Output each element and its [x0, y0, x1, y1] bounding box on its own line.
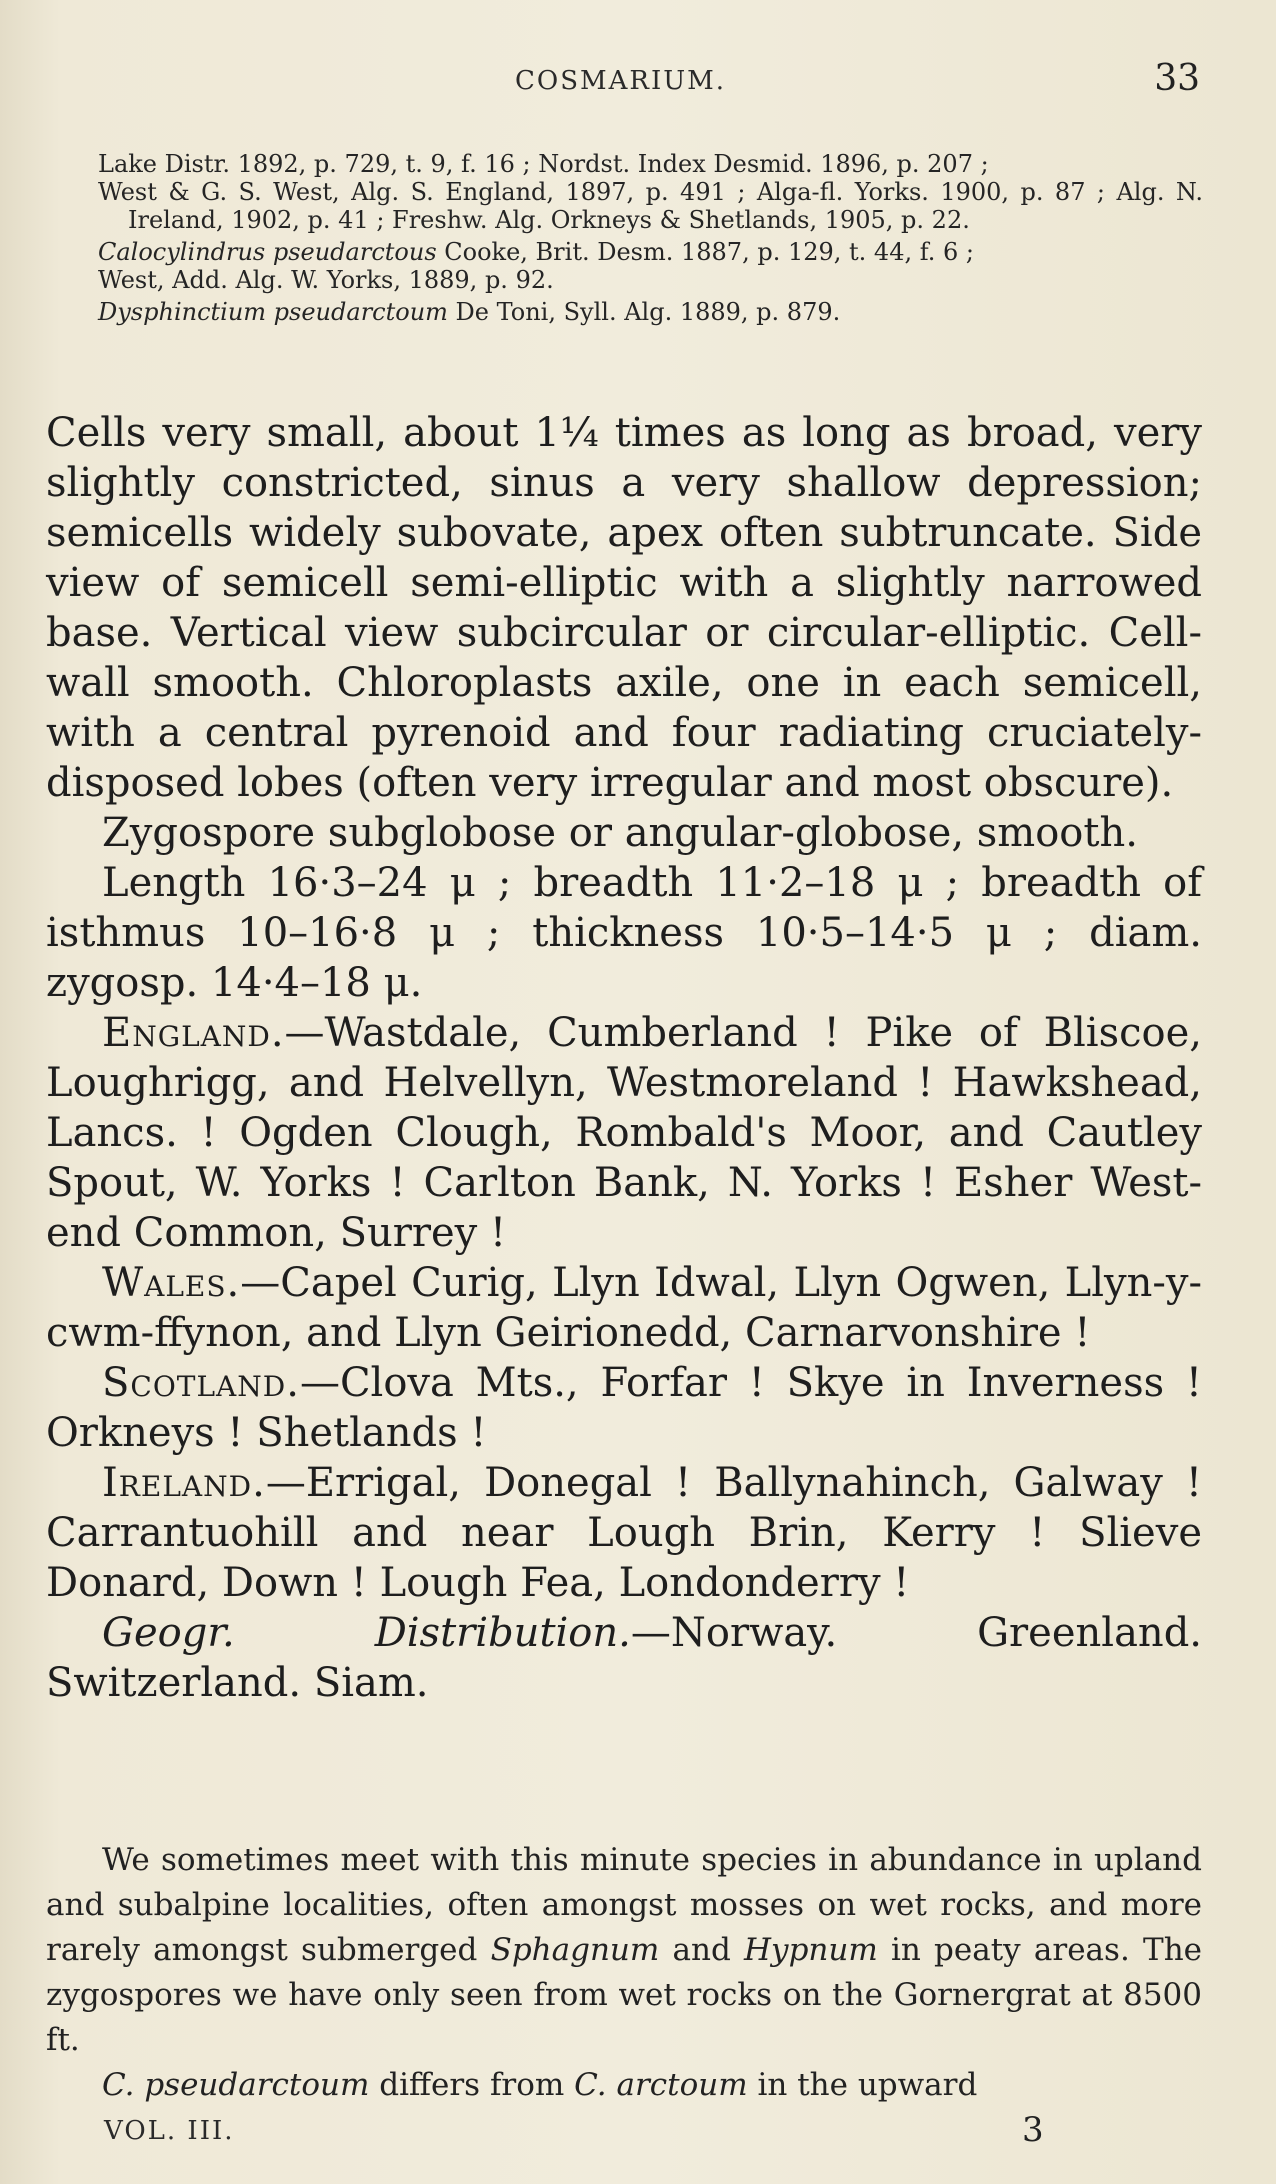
reference-text: De Toni, Syll. Alg. 1889, p. 879.	[447, 298, 841, 326]
region-localities: —Capel Curig, Llyn Idwal, Llyn Ogwen, Llyn-y-cwm-ffynon, and Llyn Geirionedd, Carnarvonshire !	[46, 1260, 1202, 1356]
remarks-paragraph	[46, 1838, 1202, 2063]
region-localities: —Errigal, Donegal ! Ballynahinch, Galway ! Carrantuohill and near Lough Brin, Kerry ! Slieve Donard, Down ! Lough Fea, Londonderry !	[46, 1460, 1202, 1606]
remarks-text: in peaty areas. The zygospores we have only seen from wet rocks on the Gornergrat at 8500 ft.	[46, 1932, 1203, 2058]
distribution-scotland	[46, 1358, 1202, 1458]
comparison-paragraph	[46, 2063, 1202, 2108]
region-label: Ireland.	[102, 1460, 266, 1506]
reference-synonym: Calocylindrus pseudarctous	[98, 238, 437, 266]
reference-text: Cooke, Brit. Desm. 1887, p. 129, t. 44, f. 6 ;	[436, 238, 974, 266]
species-description	[46, 408, 1202, 1708]
region-localities: —Wastdale, Cumberland ! Pike of Bliscoe, Loughrigg, and Helvellyn, Westmoreland ! Hawkshead, Lancs. ! Ogden Clough, Rombald's Moor, and Cautley Spout, W. Yorks ! Carlton Bank, N. Yorks ! Esher West-end Common, Surrey !	[46, 1010, 1202, 1256]
reference-synonym: Dysphinctium pseudarctoum	[98, 298, 448, 326]
region-localities: —Clova Mts., Forfar ! Skye in Inverness ! Orkneys ! Shetlands !	[46, 1360, 1202, 1456]
reference-entry	[98, 298, 1203, 326]
gathering-mark: 3	[1022, 2110, 1044, 2150]
measurements-paragraph: Length 16·3–24 μ ; breadth 11·2–18 μ ; breadth of isthmus 10–16·8 μ ; thickness 10·5–14·5 μ ; diam. zygosp. 14·4–18 μ.	[46, 860, 1202, 1006]
genus-hypnum: Hypnum	[744, 1932, 878, 1968]
region-label: Wales.	[102, 1260, 241, 1306]
species-name: C. pseudarctoum	[102, 2067, 370, 2103]
remarks-text: We sometimes meet with this minute species in abundance in upland and subalpine localities, often amongst mosses on wet rocks, and more rarely amongst submerged	[46, 1842, 1202, 1968]
distribution-england	[46, 1008, 1202, 1258]
region-label: England.	[102, 1010, 285, 1056]
distribution-wales	[46, 1258, 1202, 1358]
region-label: Scotland.	[102, 1360, 300, 1406]
running-head	[0, 58, 1276, 108]
remarks-text: in the upward	[747, 2067, 978, 2103]
volume-signature: VOL. III.	[104, 2116, 235, 2146]
reference-text: Lake Distr. 1892, p. 729, t. 9, f. 16 ; Nordst. Index Desmid. 1896, p. 207 ;	[98, 150, 989, 178]
geographic-text: —Norway. Greenland. Switzerland. Siam.	[46, 1610, 1203, 1706]
remarks-text: and	[659, 1932, 745, 1968]
reference-continuation: West & G. S. West, Alg. S. England, 1897, p. 491 ; Alga-fl. Yorks. 1900, p. 87 ; Alg. N. Ireland, 1902, p. 41 ; Freshw. Alg. Orkneys & Shetlands, 1905, p. 22.	[98, 178, 1203, 234]
species-name: C. arctoum	[574, 2067, 748, 2103]
running-title: COSMARIUM.	[515, 66, 727, 96]
page-number: 33	[1154, 58, 1200, 99]
genus-sphagnum: Sphagnum	[490, 1932, 660, 1968]
distribution-ireland	[46, 1458, 1202, 1608]
reference-entry	[98, 150, 1203, 234]
synonymy-references	[98, 150, 1203, 330]
reference-continuation: West, Add. Alg. W. Yorks, 1889, p. 92.	[98, 266, 554, 294]
reference-entry	[98, 238, 1203, 294]
zygospore-paragraph: Zygospore subglobose or angular-globose, smooth.	[102, 810, 1138, 856]
description-paragraph: Cells very small, about 1¼ times as long as broad, very slightly constricted, sinus a very shallow depression; semicells widely subovate, apex often subtruncate. Side view of semicell semi-elliptic with a slightly narrowed base. Vertical view subcircular or circular-elliptic. Cell-wall smooth. Chloroplasts axile, one in each semicell, with a central pyrenoid and four radiating cruciately-disposed lobes (often very irregular and most obscure).	[46, 410, 1202, 806]
page-footer	[0, 2110, 1276, 2154]
remarks-text: differs from	[369, 2067, 575, 2103]
geographic-distribution	[46, 1608, 1202, 1708]
remarks-section	[46, 1838, 1202, 2108]
geographic-label: Geogr. Distribution.	[102, 1610, 631, 1656]
